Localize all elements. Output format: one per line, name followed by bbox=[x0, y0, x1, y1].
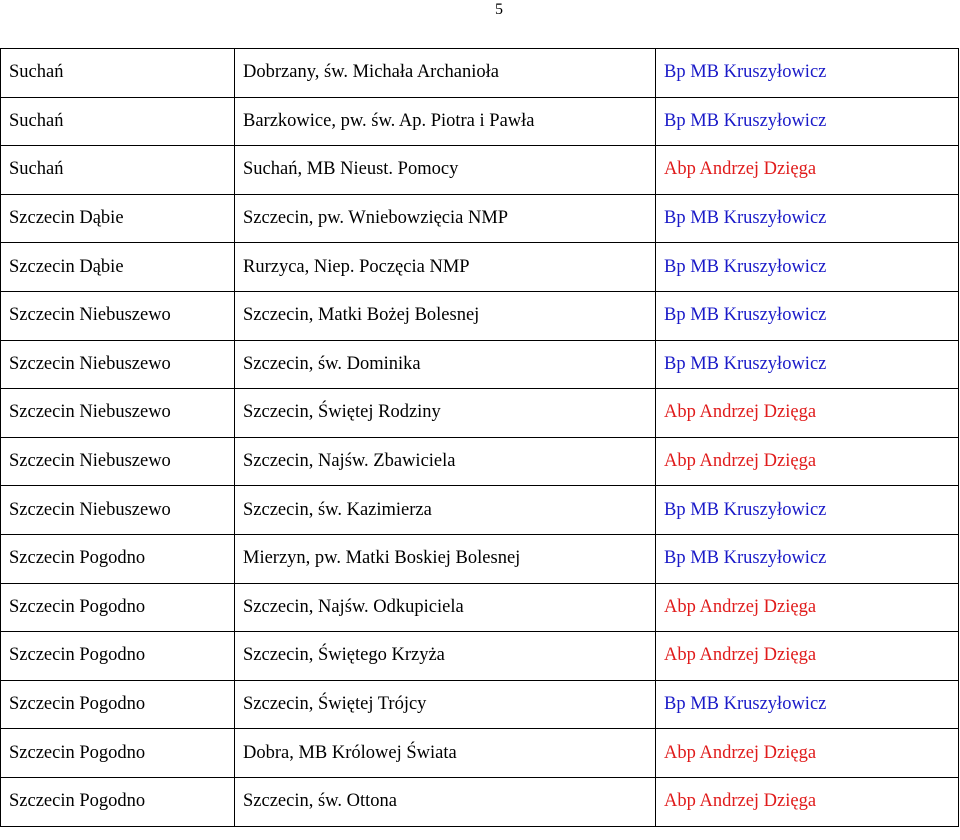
parish-cell: Szczecin, Matki Bożej Bolesnej bbox=[235, 291, 656, 340]
celebrant-cell: Abp Andrzej Dzięga bbox=[656, 437, 959, 486]
celebrant-cell: Bp MB Kruszyłowicz bbox=[656, 49, 959, 98]
deanery-cell: Szczecin Pogodno bbox=[1, 777, 235, 826]
celebrant-cell: Bp MB Kruszyłowicz bbox=[656, 486, 959, 535]
deanery-cell: Szczecin Dąbie bbox=[1, 194, 235, 243]
celebrant-cell: Abp Andrzej Dzięga bbox=[656, 729, 959, 778]
deanery-cell: Szczecin Niebuszewo bbox=[1, 389, 235, 438]
celebrant-cell: Abp Andrzej Dzięga bbox=[656, 632, 959, 681]
parish-cell: Mierzyn, pw. Matki Boskiej Bolesnej bbox=[235, 534, 656, 583]
celebrant-cell: Bp MB Kruszyłowicz bbox=[656, 340, 959, 389]
table-row bbox=[1, 729, 959, 778]
deanery-cell: Szczecin Niebuszewo bbox=[1, 437, 235, 486]
parish-cell: Szczecin, św. Dominika bbox=[235, 340, 656, 389]
table-row bbox=[1, 291, 959, 340]
deanery-cell: Szczecin Pogodno bbox=[1, 729, 235, 778]
table-row bbox=[1, 340, 959, 389]
parish-cell: Szczecin, Świętej Trójcy bbox=[235, 680, 656, 729]
celebrant-cell: Bp MB Kruszyłowicz bbox=[656, 194, 959, 243]
parish-cell: Barzkowice, pw. św. Ap. Piotra i Pawła bbox=[235, 97, 656, 146]
table-row bbox=[1, 49, 959, 98]
table-row bbox=[1, 486, 959, 535]
deanery-cell: Szczecin Dąbie bbox=[1, 243, 235, 292]
deanery-cell: Szczecin Niebuszewo bbox=[1, 291, 235, 340]
table-row bbox=[1, 534, 959, 583]
table-row bbox=[1, 146, 959, 195]
parish-cell: Szczecin, św. Kazimierza bbox=[235, 486, 656, 535]
deanery-cell: Suchań bbox=[1, 97, 235, 146]
celebrant-cell: Abp Andrzej Dzięga bbox=[656, 583, 959, 632]
deanery-cell: Suchań bbox=[1, 49, 235, 98]
table-row bbox=[1, 632, 959, 681]
table-row bbox=[1, 437, 959, 486]
deanery-cell: Szczecin Niebuszewo bbox=[1, 340, 235, 389]
celebrant-cell: Abp Andrzej Dzięga bbox=[656, 777, 959, 826]
deanery-cell: Suchań bbox=[1, 146, 235, 195]
table-row bbox=[1, 194, 959, 243]
table-row bbox=[1, 389, 959, 438]
table-row bbox=[1, 243, 959, 292]
celebrant-cell: Bp MB Kruszyłowicz bbox=[656, 243, 959, 292]
celebrant-cell: Bp MB Kruszyłowicz bbox=[656, 534, 959, 583]
parish-cell: Rurzyca, Niep. Poczęcia NMP bbox=[235, 243, 656, 292]
assignments-table bbox=[0, 48, 959, 827]
table-row bbox=[1, 97, 959, 146]
parish-cell: Szczecin, Świętego Krzyża bbox=[235, 632, 656, 681]
parish-cell: Szczecin, Najśw. Odkupiciela bbox=[235, 583, 656, 632]
parish-cell: Szczecin, Najśw. Zbawiciela bbox=[235, 437, 656, 486]
deanery-cell: Szczecin Pogodno bbox=[1, 632, 235, 681]
deanery-cell: Szczecin Pogodno bbox=[1, 680, 235, 729]
parish-cell: Szczecin, pw. Wniebowzięcia NMP bbox=[235, 194, 656, 243]
parish-cell: Suchań, MB Nieust. Pomocy bbox=[235, 146, 656, 195]
table-row bbox=[1, 583, 959, 632]
celebrant-cell: Bp MB Kruszyłowicz bbox=[656, 291, 959, 340]
deanery-cell: Szczecin Pogodno bbox=[1, 583, 235, 632]
table-row bbox=[1, 680, 959, 729]
celebrant-cell: Abp Andrzej Dzięga bbox=[656, 146, 959, 195]
deanery-cell: Szczecin Pogodno bbox=[1, 534, 235, 583]
parish-cell: Szczecin, św. Ottona bbox=[235, 777, 656, 826]
parish-cell: Szczecin, Świętej Rodziny bbox=[235, 389, 656, 438]
parish-cell: Dobra, MB Królowej Świata bbox=[235, 729, 656, 778]
celebrant-cell: Bp MB Kruszyłowicz bbox=[656, 97, 959, 146]
deanery-cell: Szczecin Niebuszewo bbox=[1, 486, 235, 535]
celebrant-cell: Abp Andrzej Dzięga bbox=[656, 389, 959, 438]
table-row bbox=[1, 777, 959, 826]
page-number: 5 bbox=[495, 1, 503, 18]
parish-cell: Dobrzany, św. Michała Archanioła bbox=[235, 49, 656, 98]
celebrant-cell: Bp MB Kruszyłowicz bbox=[656, 680, 959, 729]
